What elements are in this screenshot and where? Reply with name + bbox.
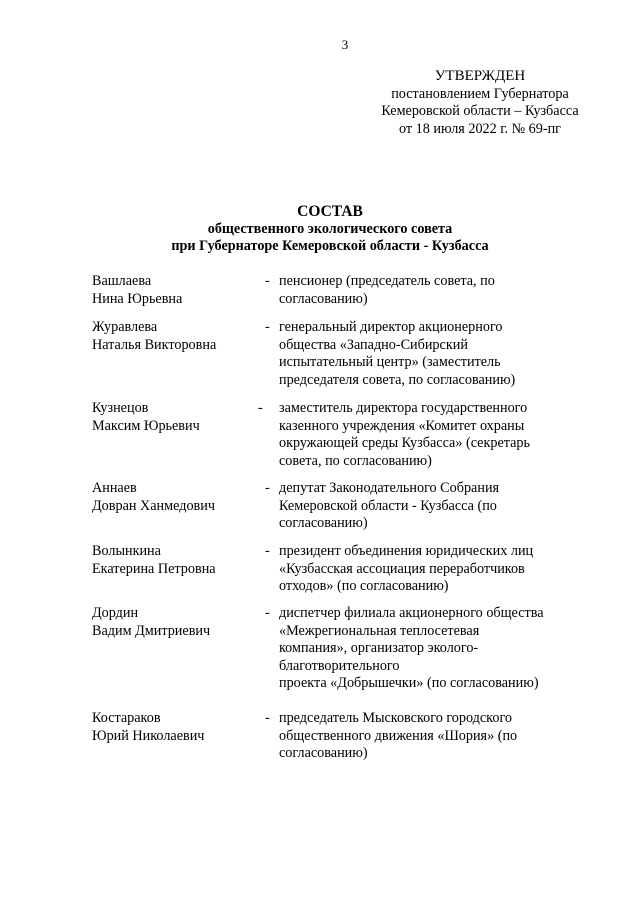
approval-title: УТВЕРЖДЕН bbox=[434, 68, 526, 84]
approval-line-region: Кемеровской области – Кузбасса bbox=[381, 103, 579, 119]
member-given-name: Максим Юрьевич bbox=[92, 417, 200, 434]
member-role-line: председатель Мысковского городского bbox=[279, 710, 513, 726]
member-dash: - bbox=[265, 480, 270, 496]
member-role-line: «Кузбасская ассоциация переработчиков bbox=[279, 560, 525, 577]
member-role-line: общественного движения «Шория» (по bbox=[279, 727, 518, 744]
member-given-name: Вадим Дмитриевич bbox=[92, 622, 211, 639]
member-role-line: пенсионер (председатель совета, по bbox=[279, 273, 495, 289]
member-dash: - bbox=[265, 543, 270, 559]
member-role-line: отходов» (по согласованию) bbox=[279, 578, 449, 594]
member-role-line: проекта «Добрышечки» (по согласованию) bbox=[279, 675, 539, 691]
member-role-line: казенного учреждения «Комитет охраны bbox=[279, 417, 525, 434]
member-surname: Вашлаева bbox=[92, 273, 152, 289]
member-dash: - bbox=[265, 710, 270, 726]
member-role-line: общества «Западно-Сибирский bbox=[279, 336, 468, 353]
member-name bbox=[92, 319, 262, 354]
member-role-line: согласованию) bbox=[279, 745, 368, 761]
member-role bbox=[279, 605, 569, 693]
approval-line-decree: постановлением Губернатора bbox=[391, 85, 569, 102]
member-surname: Кузнецов bbox=[92, 400, 149, 416]
member-dash: - bbox=[265, 273, 270, 289]
member-surname: Аннаев bbox=[92, 480, 137, 496]
member-role bbox=[279, 273, 569, 308]
member-role bbox=[279, 480, 569, 533]
member-surname: Дордин bbox=[92, 605, 139, 621]
member-surname: Костараков bbox=[92, 710, 161, 726]
member-given-name: Юрий Николаевич bbox=[92, 727, 205, 744]
member-role bbox=[279, 319, 569, 389]
member-role-line: диспетчер филиала акционерного общества bbox=[279, 605, 544, 621]
member-role-line: испытательный центр» (заместитель bbox=[279, 354, 501, 370]
member-role-line: благотворительного bbox=[279, 657, 400, 674]
heading-title: СОСТАВ bbox=[297, 203, 363, 220]
member-role bbox=[279, 543, 569, 596]
member-surname: Журавлева bbox=[92, 319, 158, 335]
member-given-name: Наталья Викторовна bbox=[92, 336, 217, 353]
member-role-line: заместитель директора государственного bbox=[279, 400, 528, 416]
member-role-line: согласованию) bbox=[279, 290, 368, 307]
approval-line-date: от 18 июля 2022 г. № 69-пг bbox=[398, 120, 562, 137]
member-role bbox=[279, 710, 569, 763]
page-number: 3 bbox=[341, 37, 349, 52]
member-role-line: генеральный директор акционерного bbox=[279, 319, 503, 335]
member-role-line: компания», организатор эколого- bbox=[279, 640, 479, 656]
member-dash: - bbox=[258, 400, 263, 416]
member-name bbox=[92, 543, 262, 578]
member-name bbox=[92, 480, 262, 515]
member-role-line: президент объединения юридических лиц bbox=[279, 543, 534, 559]
member-role-line: совета, по согласованию) bbox=[279, 452, 432, 469]
member-name bbox=[92, 605, 262, 640]
member-role-line: депутат Законодательного Собрания bbox=[279, 480, 500, 496]
member-role bbox=[279, 400, 569, 470]
member-surname: Волынкина bbox=[92, 543, 161, 559]
member-name bbox=[92, 273, 262, 308]
member-given-name: Екатерина Петровна bbox=[92, 560, 216, 577]
member-name bbox=[92, 400, 262, 435]
member-name bbox=[92, 710, 262, 745]
approval-block bbox=[360, 68, 600, 138]
member-role-line: председателя совета, по согласованию) bbox=[279, 371, 516, 388]
heading-line-governor: при Губернаторе Кемеровской области - Кузбасса bbox=[171, 237, 489, 254]
member-role-line: «Межрегиональная теплосетевая bbox=[279, 622, 480, 639]
member-role-line: согласованию) bbox=[279, 515, 368, 531]
member-given-name: Нина Юрьевна bbox=[92, 290, 183, 307]
member-dash: - bbox=[265, 319, 270, 335]
document-heading bbox=[90, 203, 570, 254]
member-given-name: Довран Ханмедович bbox=[92, 497, 215, 514]
member-role-line: Кемеровской области - Кузбасса (по bbox=[279, 497, 497, 514]
member-dash: - bbox=[265, 605, 270, 621]
heading-line-council: общественного экологического совета bbox=[207, 221, 453, 237]
member-role-line: окружающей среды Кузбасса» (секретарь bbox=[279, 435, 530, 451]
